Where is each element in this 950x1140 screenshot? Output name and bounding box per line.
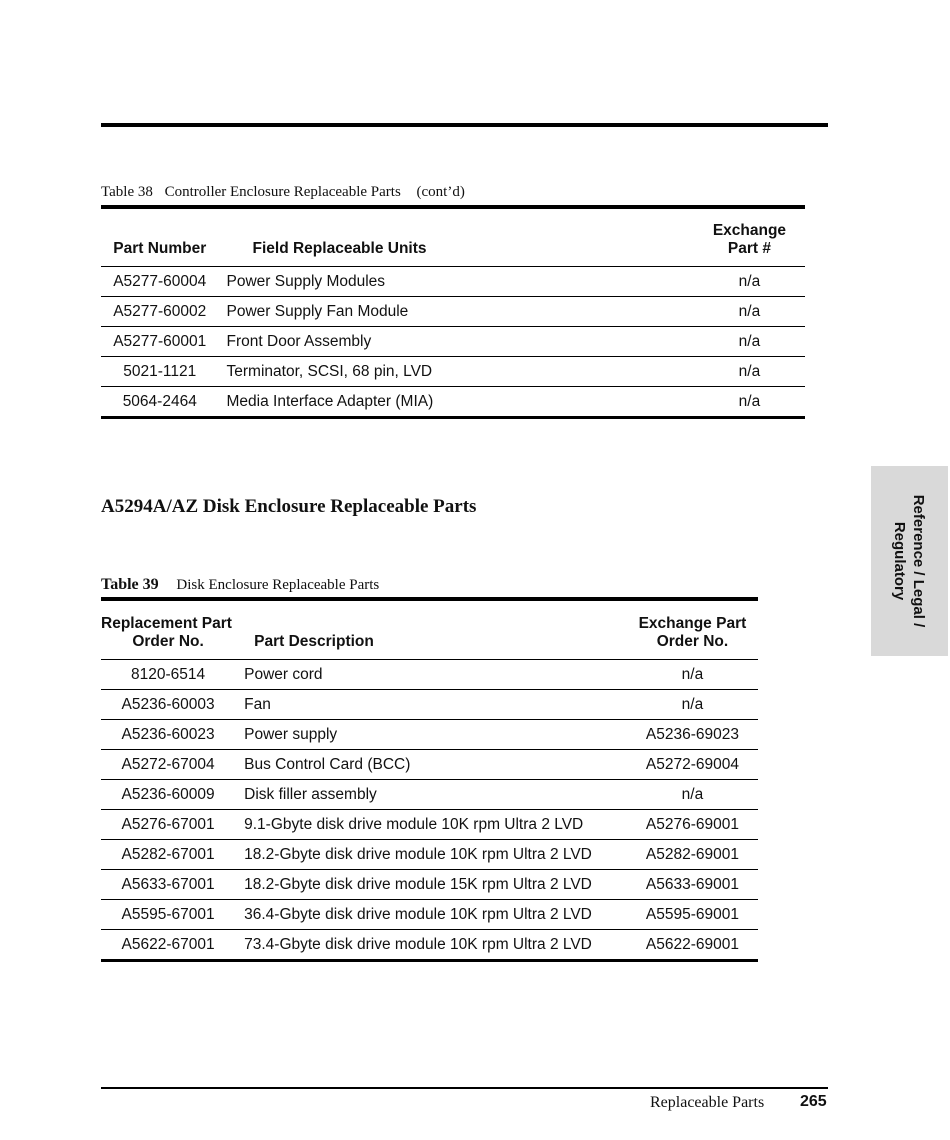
table-38-title: Controller Enclosure Replaceable Parts [164, 184, 401, 200]
table-row [101, 750, 758, 780]
part-number-cell: A5236-60003 [101, 690, 235, 720]
description-cell: Media Interface Adapter (MIA) [219, 387, 694, 418]
table-row [101, 840, 758, 870]
part-number-cell: 5021-1121 [101, 357, 219, 387]
section-heading: A5294A/AZ Disk Enclosure Replaceable Parts [101, 496, 477, 517]
header-replacement-line2: Order No. [132, 633, 204, 650]
exchange-cell: n/a [694, 357, 805, 387]
part-number-cell: A5633-67001 [101, 870, 235, 900]
exchange-cell: n/a [627, 660, 758, 690]
table-row [101, 690, 758, 720]
description-cell: 18.2-Gbyte disk drive module 15K rpm Ultra 2 LVD [235, 870, 627, 900]
side-tab-line2: Regulatory [891, 521, 908, 601]
table-row [101, 900, 758, 930]
exchange-cell: n/a [694, 327, 805, 357]
table-row [101, 810, 758, 840]
disk-enclosure-parts-table [101, 597, 758, 962]
header-exchange-part-order [627, 599, 758, 660]
part-number-cell: A5236-60023 [101, 720, 235, 750]
exchange-cell: A5236-69023 [627, 720, 758, 750]
table-38-cont: (cont’d) [416, 184, 465, 200]
description-cell: 18.2-Gbyte disk drive module 10K rpm Ultra 2 LVD [235, 840, 627, 870]
header-field-replaceable-units: Field Replaceable Units [219, 207, 694, 267]
side-tab-line1: Reference / Legal / [910, 494, 927, 628]
table-38-number: Table 38 [101, 184, 153, 200]
table-header-row [101, 599, 758, 660]
part-number-cell: A5236-60009 [101, 780, 235, 810]
table-39-caption [101, 576, 379, 594]
part-number-cell: A5595-67001 [101, 900, 235, 930]
side-tab-label [890, 495, 928, 628]
description-cell: Terminator, SCSI, 68 pin, LVD [219, 357, 694, 387]
header-replacement-line1: Replacement Part [101, 615, 232, 632]
header-exchange-part [694, 207, 805, 267]
exchange-cell: A5272-69004 [627, 750, 758, 780]
table-row [101, 870, 758, 900]
table-38-caption [101, 184, 465, 201]
table-row [101, 357, 805, 387]
part-number-cell: 5064-2464 [101, 387, 219, 418]
exchange-cell: A5595-69001 [627, 900, 758, 930]
exchange-cell: A5282-69001 [627, 840, 758, 870]
description-cell: 9.1-Gbyte disk drive module 10K rpm Ultra 2 LVD [235, 810, 627, 840]
table-39-number: Table 39 [101, 576, 159, 593]
table-row [101, 297, 805, 327]
header-replacement-part [101, 599, 235, 660]
table-39-title: Disk Enclosure Replaceable Parts [176, 577, 380, 593]
part-number-cell: A5277-60002 [101, 297, 219, 327]
header-part-number: Part Number [101, 207, 219, 267]
part-number-cell: A5277-60004 [101, 267, 219, 297]
header-exchange-line1: Exchange Part [638, 615, 747, 632]
description-cell: 73.4-Gbyte disk drive module 10K rpm Ultra 2 LVD [235, 930, 627, 961]
exchange-cell: n/a [627, 780, 758, 810]
description-cell: Disk filler assembly [235, 780, 627, 810]
top-rule [101, 123, 828, 127]
description-cell: Power supply [235, 720, 627, 750]
description-cell: Power Supply Modules [219, 267, 694, 297]
exchange-cell: n/a [627, 690, 758, 720]
page-number: 265 [800, 1093, 827, 1110]
description-cell: Front Door Assembly [219, 327, 694, 357]
exchange-cell: A5633-69001 [627, 870, 758, 900]
side-section-tab [871, 466, 948, 656]
table-row [101, 387, 805, 418]
table-row [101, 720, 758, 750]
table-row [101, 660, 758, 690]
description-cell: Power cord [235, 660, 627, 690]
header-exchange-line2: Order No. [656, 633, 729, 650]
part-number-cell: A5277-60001 [101, 327, 219, 357]
part-number-cell: A5272-67004 [101, 750, 235, 780]
table-header-row [101, 207, 805, 267]
description-cell: Fan [235, 690, 627, 720]
description-cell: 36.4-Gbyte disk drive module 10K rpm Ultra 2 LVD [235, 900, 627, 930]
exchange-cell: A5276-69001 [627, 810, 758, 840]
exchange-cell: n/a [694, 267, 805, 297]
part-number-cell: 8120-6514 [101, 660, 235, 690]
footer-rule [101, 1087, 828, 1089]
table-row [101, 930, 758, 961]
exchange-cell: n/a [694, 387, 805, 418]
table-row [101, 327, 805, 357]
header-exchange-line1: Exchange [712, 222, 787, 239]
footer-chapter-label: Replaceable Parts [650, 1094, 765, 1111]
table-row [101, 267, 805, 297]
part-number-cell: A5276-67001 [101, 810, 235, 840]
part-number-cell: A5622-67001 [101, 930, 235, 961]
header-part-description: Part Description [235, 599, 627, 660]
description-cell: Bus Control Card (BCC) [235, 750, 627, 780]
header-exchange-line2: Part # [727, 240, 771, 257]
controller-enclosure-parts-table [101, 205, 805, 419]
description-cell: Power Supply Fan Module [219, 297, 694, 327]
exchange-cell: A5622-69001 [627, 930, 758, 961]
table-row [101, 780, 758, 810]
part-number-cell: A5282-67001 [101, 840, 235, 870]
exchange-cell: n/a [694, 297, 805, 327]
